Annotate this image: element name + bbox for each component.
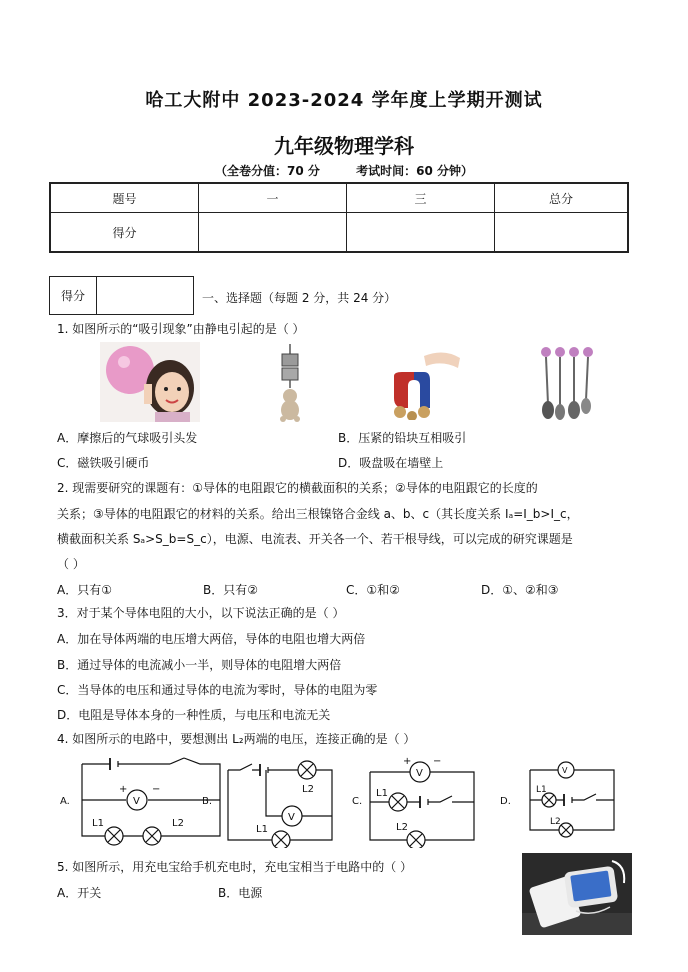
question-2-line: 关系；③导体的电阻跟它的材料的关系。给出三根镍铬合金线 a、b、c（其长度关系 Iₐ=I_b>I_c， [57,507,579,521]
section-heading: 一、选择题（每题 2 分，共 24 分） [202,291,397,305]
voltmeter-symbol: V [562,766,568,775]
question-2-line: 2. 现需要研究的课题有：①导体的电阻跟它的横截面积的关系；②导体的电阻跟它的长度的 [57,481,538,495]
question-1-stem: 1. 如图所示的“吸引现象”由静电引起的是（ ） [57,322,305,336]
exam-title: 哈工大附中 2023-2024 学年度上学期开测试 [145,90,543,111]
lamp-label: L1 [536,785,547,795]
question-3-option-c[interactable]: C．当导体的电压和通过导体的电流为零时，导体的电阻为零 [57,683,378,697]
exam-subtitle: 九年级物理学科 [274,134,414,158]
question-3-option-d[interactable]: D．电阻是导体本身的一种性质，与电压和电流无关 [57,708,331,722]
question-2-option-d[interactable]: D．①、②和③ [481,583,559,597]
plus-sign: + [119,784,128,795]
score-table-header: 三 [347,183,495,213]
balloon-girl-image [100,342,200,422]
question-1-option-b[interactable]: B．压紧的铅块互相吸引 [338,431,467,445]
circuit-label: B. [202,796,213,807]
question-4-stem: 4. 如图所示的电路中，要想测出 L₂两端的电压，连接正确的是（ ） [57,732,416,746]
circuit-b[interactable] [228,761,332,848]
lamp-label: L1 [92,818,104,829]
voltmeter-symbol: V [133,796,140,807]
circuit-label: C. [352,796,363,807]
question-2-option-c[interactable]: C．①和② [346,583,400,597]
question-1-option-c[interactable]: C．磁铁吸引硬币 [57,456,150,470]
exam-info [0,162,688,179]
score-table-header: 一 [199,183,347,213]
minus-sign: − [152,784,161,795]
question-5-stem: 5. 如图所示，用充电宝给手机充电时，充电宝相当于电路中的（ ） [57,860,413,874]
circuit-label: A. [60,796,70,807]
question-2-line: 横截面积关系 Sₐ>S_b=S_c），电源、电流表、开关各一个、若干根导线，可以完成的研究课题是 [57,532,573,546]
exam-time: 考试时间：60 分钟） [356,164,473,178]
lamp-label: L2 [172,818,184,829]
question-2-line: （ ） [57,557,85,571]
question-1-option-a[interactable]: A．摩擦后的气球吸引头发 [57,431,198,445]
question-5-option-a[interactable]: A．开关 [57,886,102,900]
question-2-option-b[interactable]: B．只有② [203,583,258,597]
power-bank-phone-image [522,853,632,935]
question-4-circuits [60,756,660,848]
score-table-header: 总分 [495,183,629,213]
score-table-header: 题号 [50,183,199,213]
question-3-option-a[interactable]: A．加在导体两端的电压增大两倍，导体的电阻也增大两倍 [57,632,366,646]
voltmeter-symbol: V [416,768,423,779]
suction-hooks-image [538,344,598,422]
score-total: （全卷分值：70 分 [215,164,320,178]
lamp-label: L1 [376,788,388,799]
lamp-label: L2 [302,784,314,795]
circuit-a[interactable] [82,758,220,845]
score-cell[interactable] [347,213,495,253]
section-score-box [49,276,194,315]
section-score-label: 得分 [50,277,97,314]
plus-sign: + [403,756,412,767]
lamp-label: L1 [256,824,268,835]
question-3-option-b[interactable]: B．通过导体的电流减小一半，则导体的电阻增大两倍 [57,658,342,672]
question-5-option-b[interactable]: B．电源 [218,886,263,900]
lamp-label: L2 [396,822,408,833]
question-2-option-a[interactable]: A．只有① [57,583,112,597]
score-cell[interactable] [199,213,347,253]
voltmeter-symbol: V [288,812,295,823]
circuit-label: D. [500,796,511,807]
minus-sign: − [433,756,442,767]
lamp-label: L2 [550,817,561,827]
magnet-coins-image [384,346,462,420]
score-table-label: 得分 [50,213,199,253]
question-1-option-d[interactable]: D．吸盘吸在墙壁上 [338,456,444,470]
lead-blocks-image [272,344,308,422]
section-score-cell[interactable] [97,277,193,314]
question-3-stem: 3．对于某个导体电阻的大小，以下说法正确的是（ ） [57,606,345,620]
score-table [49,182,629,253]
score-cell[interactable] [495,213,629,253]
circuit-d[interactable] [530,762,614,837]
